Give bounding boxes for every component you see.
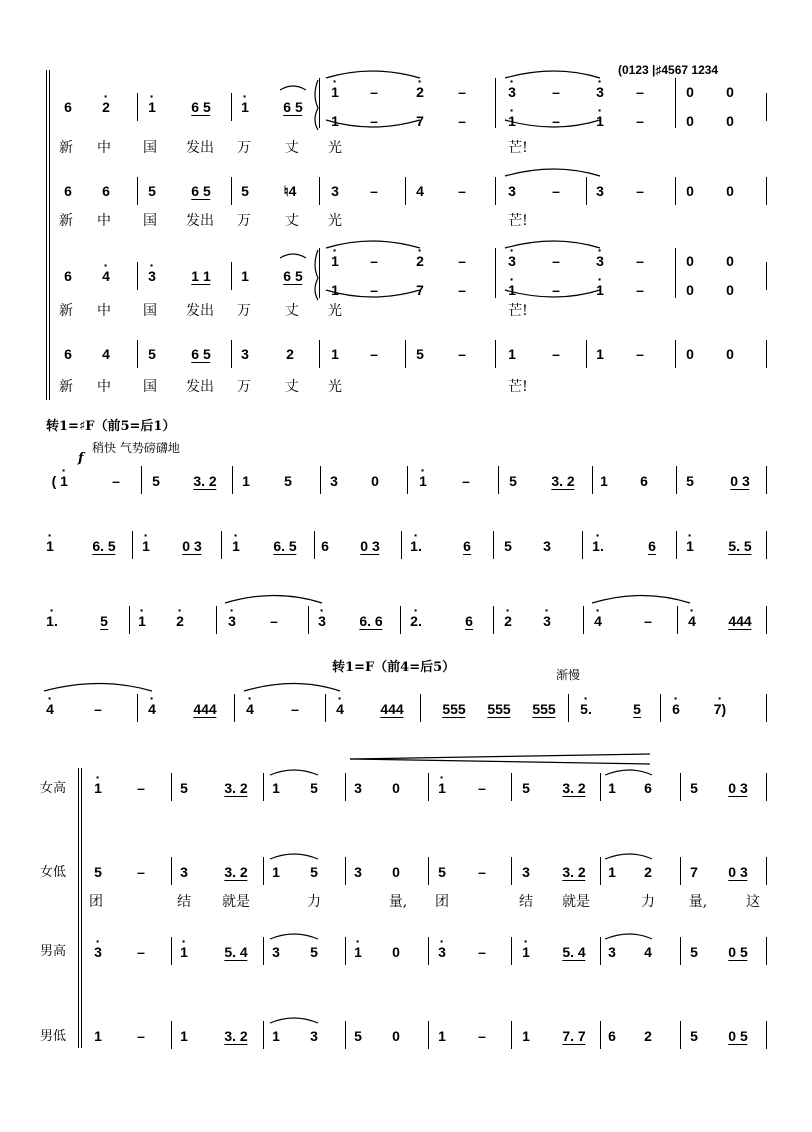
choir1-bracket [46,70,50,400]
modulation-2: 转1=F（前4=后5） [332,660,456,675]
modulation-1: 转1=♯F（前5=后1） [46,419,176,434]
intro-cue: (0123 |♯4567 1234 [618,63,719,77]
choir2-bracket [78,768,82,1048]
part-label-soprano: 女高 [40,781,67,796]
tempo-marking-1: 稍快 气势磅礴地 [92,441,180,455]
part-label-bass: 男低 [40,1029,67,1044]
part-label-alto: 女低 [40,865,67,880]
dynamic-forte: f [78,451,84,466]
part-label-tenor: 男高 [40,944,67,959]
tempo-marking-2: 渐慢 [556,668,581,682]
